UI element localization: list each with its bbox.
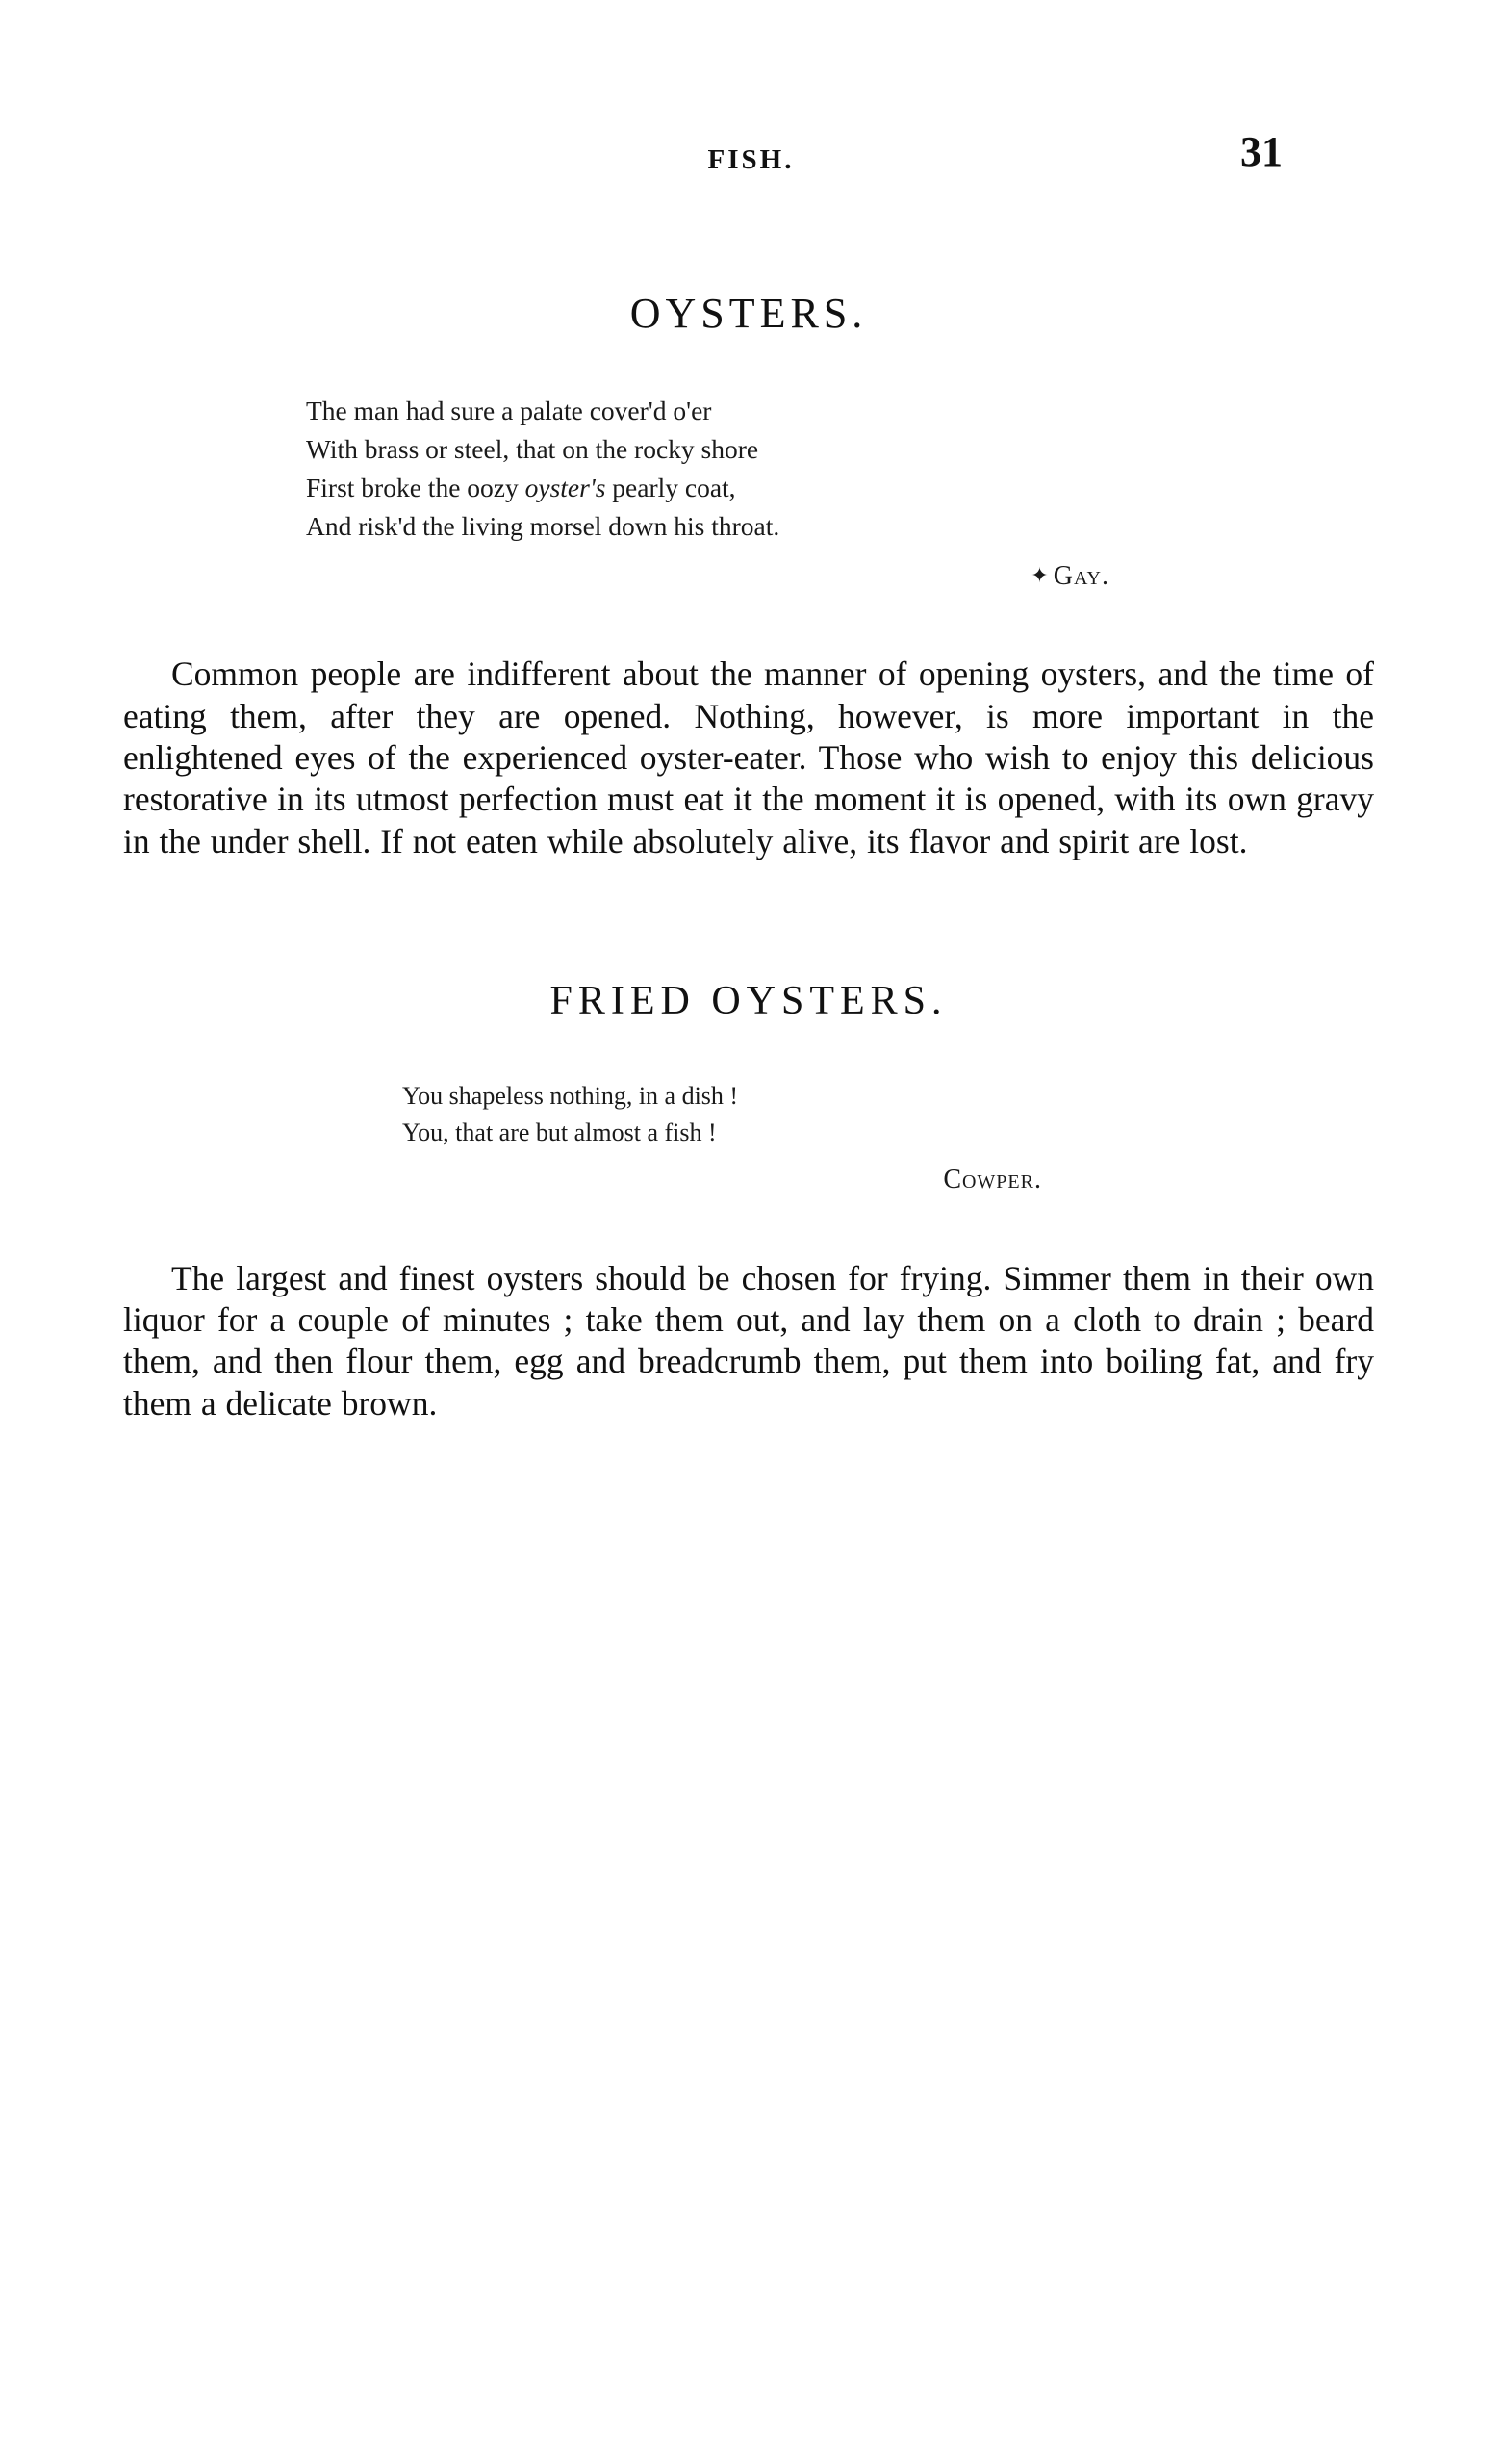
section-title-oysters: OYSTERS.	[629, 290, 868, 337]
section-title-fried-oysters: FRIED OYSTERS.	[549, 978, 948, 1023]
epigraph-line: First broke the oozy oyster's pearly coat,	[306, 473, 736, 503]
paragraph-oysters: Common people are indifferent about the manner of opening oysters, and the time of eating them, after they are opened. Nothing, however, is more important in the enlightened eyes of the experienced oyster-eater. Those who wish to enjoy this delicious restorative in its utmost perfection must eat it the moment it is opened, with its own gravy in the under shell. If not eaten while absolutely alive, its flavor and spirit are lost.	[123, 654, 1374, 860]
paragraph-fried-oysters: The largest and finest oysters should be chosen for frying. Simmer them in their own liquor for a couple of minutes ; take them out, and lay them on a cloth to drain ; beard them, and then flour them, egg and breadcrumb them, put them into boiling fat, and fry them a delicate brown.	[123, 1258, 1374, 1423]
running-head-title: FISH.	[707, 144, 795, 175]
epigraph-attribution	[402, 1161, 1374, 1200]
epigraph-line: You, that are but almost a fish !	[402, 1117, 717, 1146]
page-number: 31	[1240, 128, 1283, 175]
attribution-mark-icon: ✦	[1031, 562, 1050, 587]
epigraph-line: And risk'd the living morsel down his throat.	[306, 511, 780, 542]
epigraph-line: The man had sure a palate cover'd o'er	[306, 396, 712, 425]
attribution-name: Cowper.	[943, 1164, 1042, 1194]
epigraph-cowper	[402, 1078, 1374, 1200]
epigraph-italic-word: oyster's	[524, 473, 606, 503]
epigraph-attribution	[306, 556, 1374, 597]
epigraph-line: You shapeless nothing, in a dish !	[402, 1081, 739, 1110]
epigraph-gay	[306, 392, 1374, 596]
text-column	[123, 289, 1374, 1424]
attribution-name: Gay.	[1053, 560, 1109, 591]
epigraph-line: With brass or steel, that on the rocky shore	[306, 434, 759, 465]
running-head	[0, 128, 1502, 202]
